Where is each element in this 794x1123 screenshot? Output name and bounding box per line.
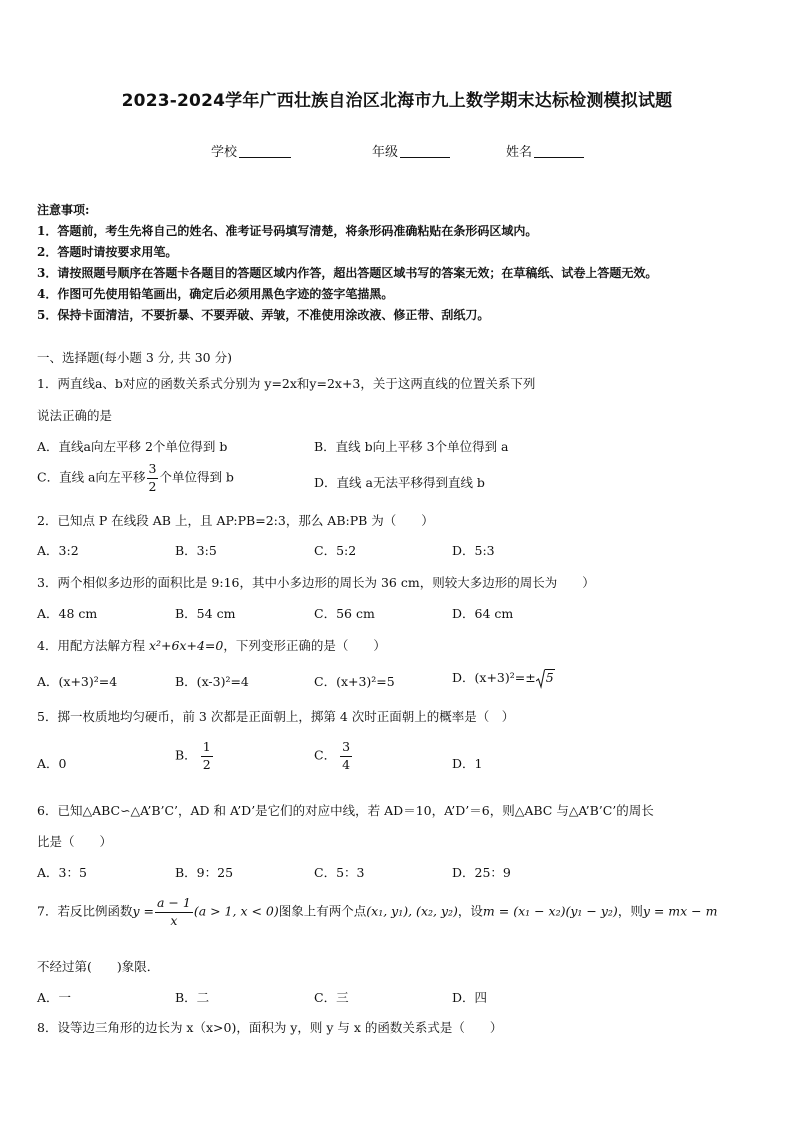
q5-c-den: 4: [342, 756, 351, 772]
note-item: 3．请按照题号顺序在答题卡各题目的答题区域内作答，超出答题区域书写的答案无效；在草稿纸、试卷上答题无效。: [37, 266, 658, 280]
q5-c-fraction: [340, 741, 352, 771]
q5-b-num: 1: [201, 741, 213, 757]
grade-label: 年级: [372, 145, 399, 160]
q2-option-d[interactable]: D．5:3: [452, 543, 495, 558]
q6-option-b[interactable]: B．9：25: [175, 865, 234, 880]
q4-stem: [37, 636, 386, 654]
note-item: 5．保持卡面清洁，不要折暴、不要弄破、弄皱，不准使用涂改液、修正带、刮纸刀。: [37, 308, 490, 322]
q4-option-d[interactable]: [452, 668, 555, 689]
note-item: 4．作图可先使用铅笔画出，确定后必须用黑色字迹的签字笔描黑。: [37, 287, 394, 301]
grade-blank[interactable]: [400, 144, 450, 158]
sqrt-sign-icon: [536, 669, 545, 689]
q4-equation: x²+6x+4=0: [148, 638, 224, 653]
q3-option-d[interactable]: D．64 cm: [452, 606, 514, 621]
note-item: 2．答题时请按要求用笔。: [37, 245, 178, 259]
notes-block: [37, 200, 657, 326]
q4-option-b[interactable]: B．(x-3)²=4: [175, 674, 249, 689]
q4-stem-text-end: ，下列变形正确的是（ ）: [223, 638, 386, 653]
q7-stem-text: 7．若反比例函数: [37, 903, 133, 919]
q7-condition: (a > 1, x < 0): [193, 903, 279, 919]
q8-stem: 8．设等边三角形的边长为 x（x>0)，面积为 y，则 y 与 x 的函数关系式是（ ）: [37, 1020, 503, 1035]
notes-heading: 注意事项:: [37, 203, 90, 217]
q1-c-den: 2: [148, 478, 157, 494]
page-title: 2023-2024学年广西壮族自治区北海市九上数学期末达标检测模拟试题: [121, 91, 673, 111]
q1-option-c[interactable]: [37, 463, 234, 493]
q7-points: (x₁, y₁), (x₂, y₂): [366, 903, 458, 919]
q1-stem: 1．两直线a、b对应的函数关系式分别为 y=2x和y=2x+3，关于这两直线的位置关系下列: [37, 376, 536, 391]
q5-c-label: C．: [314, 747, 337, 763]
name-blank[interactable]: [534, 144, 584, 158]
q7-option-c[interactable]: C．三: [314, 990, 349, 1005]
q7-set-text: ，设: [457, 903, 483, 919]
q1-option-a[interactable]: A．直线a向左平移 2个单位得到 b: [37, 439, 228, 454]
q6-option-d[interactable]: D．25：9: [452, 865, 511, 880]
q2-option-c[interactable]: C．5:2: [314, 543, 357, 558]
q5-b-den: 2: [202, 756, 211, 772]
q3-option-c[interactable]: C．56 cm: [314, 606, 375, 621]
q5-option-b[interactable]: [175, 741, 214, 771]
q4-option-a[interactable]: A．(x+3)²=4: [37, 674, 118, 689]
q7-frac-num: a − 1: [155, 897, 193, 913]
q7-option-a[interactable]: A．一: [37, 990, 72, 1005]
q1-option-b[interactable]: B．直线 b向上平移 3个单位得到 a: [314, 439, 509, 454]
q5-b-fraction: [201, 741, 213, 771]
q7-fraction: [155, 897, 193, 927]
q3-option-a[interactable]: A．48 cm: [37, 606, 98, 621]
school-blank[interactable]: [239, 144, 291, 158]
q1-c-text-end: 个单位得到 b: [159, 469, 234, 485]
q3-option-b[interactable]: B．54 cm: [175, 606, 236, 621]
q2-option-a[interactable]: A．3:2: [37, 543, 79, 558]
q7-option-d[interactable]: D．四: [452, 990, 488, 1005]
section-heading: 一、选择题(每小题 3 分, 共 30 分): [37, 350, 232, 365]
q5-b-label: B．: [175, 747, 197, 763]
q5-option-a[interactable]: A．0: [37, 756, 67, 771]
q1-option-d[interactable]: D．直线 a无法平移得到直线 b: [314, 475, 485, 490]
q7-m-definition: m = (x₁ − x₂)(y₁ − y₂): [482, 903, 618, 919]
q3-stem: 3．两个相似多边形的面积比是 9:16，其中小多边形的周长为 36 cm，则较大多边形的周长为 ）: [37, 575, 595, 590]
q5-option-c[interactable]: [314, 741, 353, 771]
q7-stem: [37, 897, 718, 927]
q7-stem-cont: 不经过第( )象限．: [37, 959, 160, 974]
q1-c-num: 3: [147, 463, 159, 479]
q7-y-eq: y =: [132, 903, 154, 919]
q6-stem: 6．已知△ABC∽△A’B’C’，AD 和 A’D’是它们的对应中线，若 AD＝10，A’D’＝6，则△ABC 与△A’B’C’的周长: [37, 803, 654, 818]
q6-stem-cont: 比是（ ）: [37, 834, 113, 849]
q5-option-d[interactable]: D．1: [452, 756, 483, 771]
q6-option-c[interactable]: C．5：3: [314, 865, 365, 880]
q1-c-text: C．直线 a向左平移: [37, 469, 146, 485]
q6-option-a[interactable]: A．3：5: [37, 865, 87, 880]
q4-d-text: D．(x+3)²=±: [452, 670, 536, 685]
q7-then-text: ，则: [617, 903, 643, 919]
q1-c-fraction: [147, 463, 159, 493]
q2-option-b[interactable]: B．3:5: [175, 543, 217, 558]
name-label: 姓名: [506, 145, 533, 160]
q5-c-num: 3: [340, 741, 352, 757]
q7-mid-text: 图象上有两个点: [278, 903, 367, 919]
school-label: 学校: [211, 145, 238, 160]
q1-stem-cont: 说法正确的是: [37, 408, 113, 423]
q7-option-b[interactable]: B．二: [175, 990, 210, 1005]
q4-d-radicand: 5: [545, 670, 554, 685]
q7-line: y = mx − m: [642, 903, 718, 919]
q4-stem-text: 4．用配方法解方程: [37, 638, 149, 653]
note-item: 1．答题前，考生先将自己的姓名、准考证号码填写清楚，将条形码准确粘贴在条形码区域内。: [37, 224, 538, 238]
grade-field[interactable]: [372, 141, 450, 160]
name-field[interactable]: [506, 141, 584, 160]
q7-frac-den: x: [170, 912, 178, 928]
q2-stem: 2．已知点 P 在线段 AB 上，且 AP:PB=2:3，那么 AB:PB 为（ ）: [37, 513, 434, 528]
q5-stem: 5．掷一枚质地均匀硬币，前 3 次都是正面朝上，掷第 4 次时正面朝上的概率是（ ）: [37, 709, 515, 724]
school-field[interactable]: [211, 141, 291, 160]
q4-option-c[interactable]: C．(x+3)²=5: [314, 674, 395, 689]
